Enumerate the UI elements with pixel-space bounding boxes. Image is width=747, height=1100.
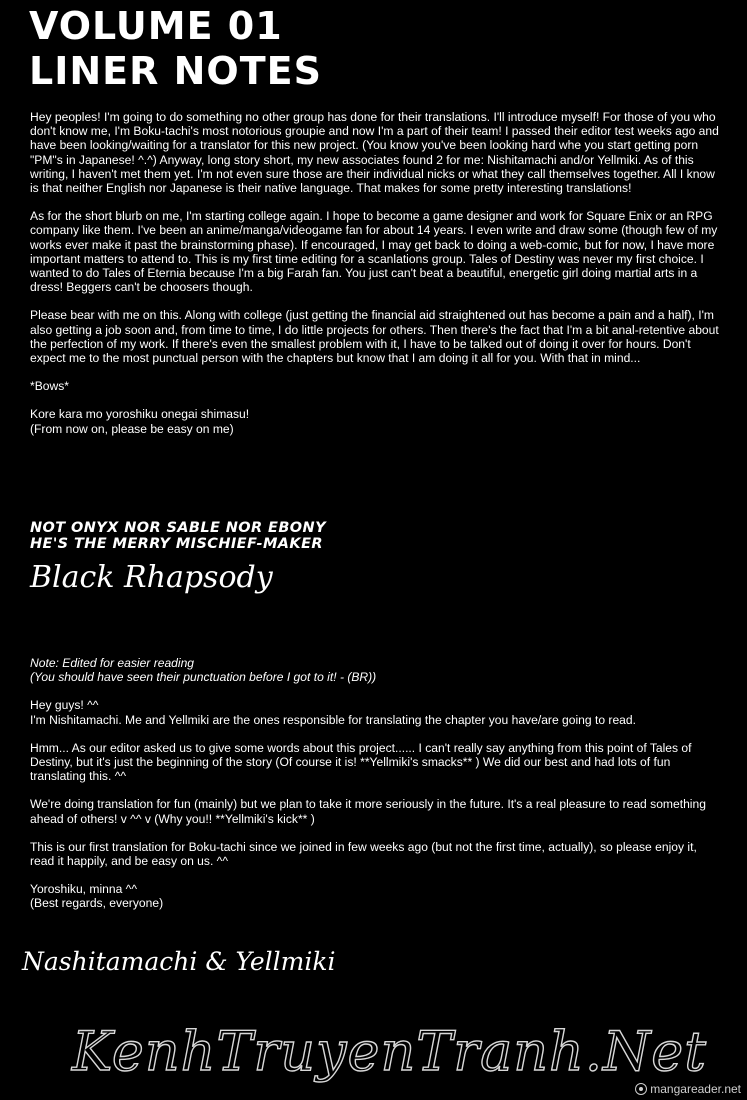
greeting-line-1: Hey guys! ^^ [30,698,99,713]
translator-paragraph-fun: We're doing translation for fun (mainly) but we plan to take it more seriously in the future. It's a real pleasure to read something ahead of others! v ^^ v (Why you!! **Yellmiki's kick** ) [30,797,706,826]
edit-note-line-2: (You should have seen their punctuation before I got to it! - (BR)) [30,670,377,685]
translator-edit-note [30,656,720,684]
site-watermark: KenhTruyenTranh.Net [72,1020,707,1083]
translator-paragraph-closing [30,882,720,910]
page-title [29,4,322,94]
tagline-line-2: HE'S THE MERRY MISCHIEF-MAKER [30,536,323,552]
translator-notes [30,656,720,911]
translator-paragraph-first-translation: This is our first translation for Boku-tachi since we joined in few weeks ago (but not the first time, actually), so please enjoy it, read it happily, and be easy on us. ^^ [30,839,697,869]
edit-note-line-1: Note: Edited for easier reading [30,656,195,670]
translator-closing-english: (Best regards, everyone) [30,896,164,911]
title-line-volume: VOLUME 01 [29,4,283,48]
title-line-liner-notes: LINER NOTES [29,49,322,93]
site-logo-icon [635,1083,647,1095]
tagline-line-1: NOT ONYX NOR SABLE NOR EBONY [30,520,326,536]
editor-paragraph-closing [30,407,720,435]
translator-paragraph-project: Hmm... As our editor asked us to give some words about this project...... I can't really say anything from this point of Tales of Destiny, but it's just the beginning of the story (Of course it is! **Yellmiki's smacks** ) We did our best and had lots of fun translating this. ^^ [30,740,692,784]
editor-paragraph-intro: Hey peoples! I'm going to do something no other group has done for their translations. I'll introduce myself! For those of you who don't know me, I'm Boku-tachi's most notorious groupie and now I'm a part of their team! I passed their editor test weeks ago and have been looking/waiting for a translator for this new project. (You know you've been looking hard whe you start getting porn "PM"s in Japanese! ^.^) Anyway, long story short, my new associates found 2 for me: Nishitamachi and/or Yellmiki. As of this writing, I haven't met them yet. I'm not even sure those are their individual nicks or what they call themselves together. All I know is that neither English nor Japanese is their native language. That makes for some pretty interesting translations! [30,110,719,196]
editor-paragraph-bear-with-me: Please bear with me on this. Along with college (just getting the financial aid straightened out has become a pain and a half), I'm also getting a job soon and, from time to time, I do little projects for others. Then there's the fact that I'm a bit anal-retentive about the perfection of my work. If there's even the smallest problem with it, I have to be talked out of doing it over for hours. Don't expect me to the most punctual person with the chapters but know that I am doing it all for you. With that in mind... [30,308,719,366]
editor-closing-japanese: Kore kara mo yoroshiku onegai shimasu! [30,407,250,422]
greeting-line-2: I'm Nishitamachi. Me and Yellmiki are the ones responsible for translating the chapter you have/are going to read. [30,712,636,727]
editor-paragraph-bows: *Bows* [30,379,69,394]
translator-paragraph-greeting [30,698,720,726]
translator-signature: Nashitamachi & Yellmiki [22,947,336,976]
site-credit [635,1082,741,1096]
site-credit-text: mangareader.net [650,1082,741,1096]
editor-tagline [30,520,326,552]
editor-closing-english: (From now on, please be easy on me) [30,421,234,436]
translator-closing-japanese: Yoroshiku, minna ^^ [30,882,138,897]
editor-paragraph-bio: As for the short blurb on me, I'm starting college again. I hope to become a game designer and work for Square Enix or an RPG company like them. I've been an anime/manga/videogame fan for about 14 years. I even write and draw some (though few of my works ever make it past the brainstorming phase). If encouraged, I may get back to doing a web-comic, but for now, I have more important matters to attend to. This is my first time editing for a scanlations group. Tales of Destiny was never my first choice. I wanted to do Tales of Eternia because I'm a big Farah fan. You just can't beat a beautiful, energetic girl doing martial arts in a dress! Beggers can't be choosers though. [30,209,718,295]
editor-signature: Black Rhapsody [30,560,273,595]
editor-notes [30,110,720,436]
